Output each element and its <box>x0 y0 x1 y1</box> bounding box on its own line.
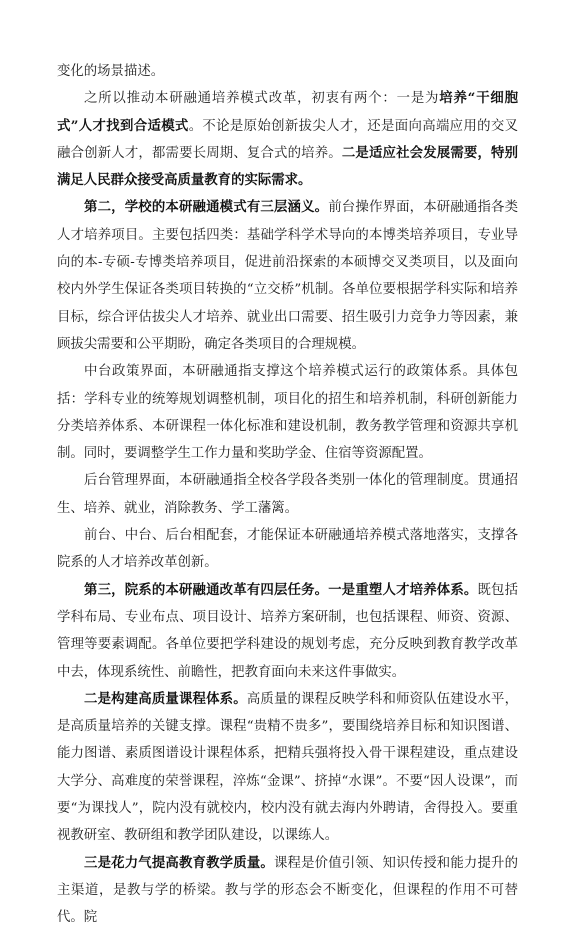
paragraph <box>57 467 518 522</box>
bold-text-run: 培养“干细胞式”人才找到合适模式 <box>57 90 519 134</box>
text-run: 课程是价值引领、知识传授和能力提升的主渠道，是教与学的桥梁。教与学的形态会不断变化，但课程的作用不可替代。院 <box>57 855 518 926</box>
paragraph <box>57 686 518 850</box>
paragraph <box>57 522 518 577</box>
bold-text-run: 第三，院系的本研融通改革有四层任务。一是重塑人才培养体系。 <box>84 581 478 598</box>
paragraph <box>57 577 518 686</box>
text-run: 。不论是原始创新拔尖人才，还是面向高端应用的交叉融合创新人才，都需要长周期、复合式的培养。 <box>57 118 519 161</box>
bold-text-run: 二是构建高质量课程体系。 <box>84 690 247 707</box>
document-body <box>57 58 518 932</box>
text-run: 中台政策界面，本研融通指支撑这个培养模式运行的政策体系。具体包括：学科专业的统筹规划调整机制，项目化的招生和培养机制，科研创新能力分类培养体系、本研课程一体化标准和建设机制，教务教学管理和资源共享机制。同时，要调整学生工作力量和奖助学金、住宿等资源配置。 <box>57 364 518 462</box>
bold-text-run: 二是适应社会发展需要，特别满足人民群众接受高质量教育的实际需求。 <box>57 144 519 189</box>
text-run: 高质量的课程反映学科和师资队伍建设水平，是高质量培养的关键支撑。课程“贵精不贵多”，要围绕培养目标和知识图谱、能力图谱、素质图谱设计课程体系，把精兵强将投入骨干课程建设，重点建设大学分、高难度的荣誉课程，淬炼“金课”、挤掉“水课”。不要“因人设课”，而要“为课找人”，院内没有就校内，校内没有就去海内外聘请，舍得投入。要重视教研室、教研组和教学团队建设，以课练人。 <box>57 691 519 844</box>
paragraph <box>57 358 518 467</box>
paragraph <box>57 194 518 358</box>
bold-text-run: 三是花力气提高教育教学质量。 <box>84 854 274 871</box>
text-run: 前台、中台、后台相配套，才能保证本研融通培养模式落地落实，支撑各院系的人才培养改革创新。 <box>57 528 518 571</box>
text-run: 既包括学科布局、专业布点、项目设计、培养方案研制，也包括课程、师资、资源、管理等要素调配。各单位要把学科建设的规划考虑，充分反映到教育教学改革中去，体现系统性、前瞻性，把教育面向未来这件事做实。 <box>57 582 519 680</box>
paragraph <box>57 85 518 194</box>
paragraph <box>57 850 518 932</box>
text-run: 后台管理界面，本研融通指全校各学段各类别一体化的管理制度。贯通招生、培养、就业，消除教务、学工藩篱。 <box>57 473 518 516</box>
text-run: 前台操作界面，本研融通指各类人才培养项目。主要包括四类：基础学科学术导向的本博类培养项目，专业导向的本-专硕-专博类培养项目，促进前沿探索的本硕博交叉类项目，以及面向校内外学生保证各类项目转换的“立交桥”机制。各单位要根据学科实际和培养目标，综合评估拔尖人才培养、就业出口需要、招生吸引力竞争力等因素，兼顾拔尖需要和公平期盼，确定各类项目的合理规模。 <box>57 200 519 352</box>
bold-text-run: 第二，学校的本研融通模式有三层涵义。 <box>84 199 329 216</box>
paragraph <box>57 58 518 85</box>
text-run: 变化的场景描述。 <box>57 64 165 79</box>
text-run: 之所以推动本研融通培养模式改革，初衷有两个：一是为 <box>84 91 440 107</box>
